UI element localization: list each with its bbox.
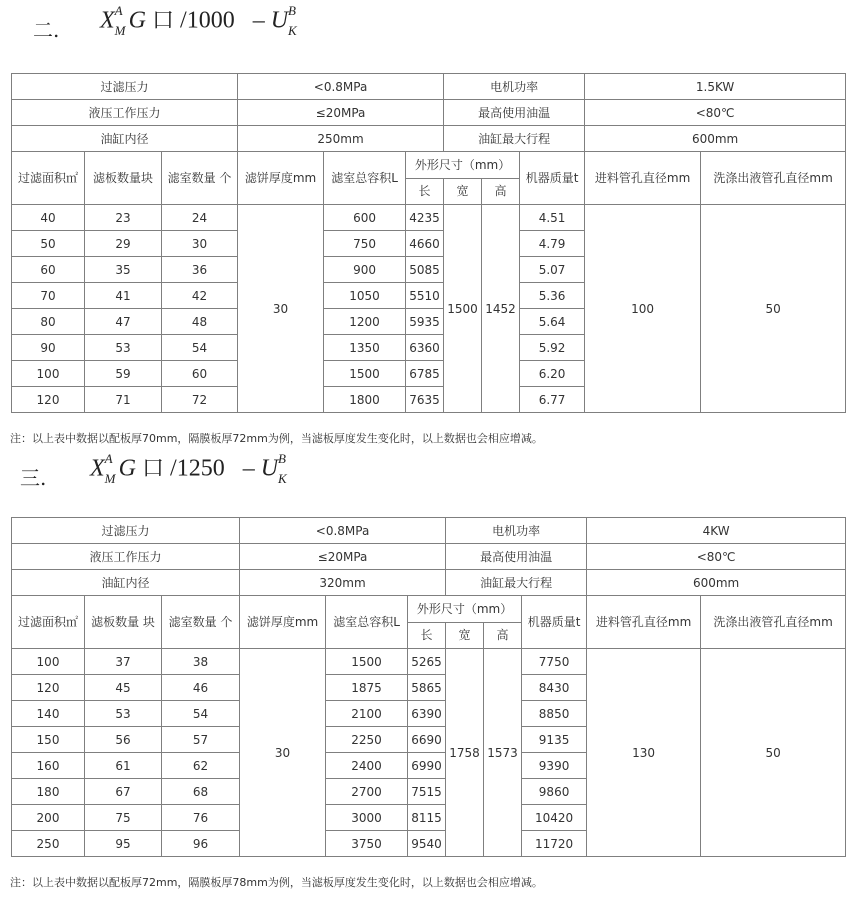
cell-chambers: 60 — [162, 361, 238, 387]
cell-plates: 41 — [85, 283, 162, 309]
param-value: ≤20MPa — [238, 100, 444, 126]
cell-length: 6990 — [408, 753, 446, 779]
cell-volume: 3750 — [326, 831, 408, 857]
param-row — [12, 544, 846, 570]
param-value: 1.5KW — [585, 74, 846, 100]
col-header: 高 — [482, 178, 520, 205]
cell-plates: 53 — [85, 701, 162, 727]
col-header: 进料管孔直径mm — [585, 152, 701, 205]
cell-area: 100 — [12, 361, 85, 387]
col-header: 滤板数量 块 — [85, 596, 162, 649]
cell-mass: 8850 — [522, 701, 587, 727]
cell-volume: 900 — [324, 257, 406, 283]
section-heading — [0, 0, 856, 48]
param-label: 过滤压力 — [12, 518, 240, 544]
col-header-dims: 外形尺寸（mm） — [408, 596, 522, 623]
col-header: 进料管孔直径mm — [587, 596, 701, 649]
col-header: 机器质量t — [520, 152, 585, 205]
cell-height: 1452 — [482, 205, 520, 413]
cell-volume: 1500 — [324, 361, 406, 387]
cell-area: 160 — [12, 753, 85, 779]
cell-length: 6690 — [408, 727, 446, 753]
cell-volume: 600 — [324, 205, 406, 231]
param-label: 油缸内径 — [12, 126, 238, 152]
param-label: 油缸最大行程 — [444, 126, 585, 152]
cell-mass: 5.64 — [520, 309, 585, 335]
cell-length: 5935 — [406, 309, 444, 335]
param-value: 320mm — [240, 570, 446, 596]
cell-plates: 47 — [85, 309, 162, 335]
cell-area: 80 — [12, 309, 85, 335]
param-row — [12, 570, 846, 596]
cell-wash: 50 — [701, 649, 846, 857]
cell-volume: 2100 — [326, 701, 408, 727]
col-header: 过滤面积㎡ — [12, 596, 85, 649]
cell-chambers: 96 — [162, 831, 240, 857]
cell-chambers: 68 — [162, 779, 240, 805]
col-header: 滤室总容积L — [324, 152, 406, 205]
cell-length: 5265 — [408, 649, 446, 675]
cell-length: 5510 — [406, 283, 444, 309]
param-label: 油缸最大行程 — [446, 570, 587, 596]
cell-mass: 4.79 — [520, 231, 585, 257]
header-row — [12, 596, 846, 623]
cell-plates: 53 — [85, 335, 162, 361]
cell-plates: 29 — [85, 231, 162, 257]
param-label: 最高使用油温 — [444, 100, 585, 126]
cell-area: 120 — [12, 675, 85, 701]
cell-plates: 61 — [85, 753, 162, 779]
cell-width: 1500 — [444, 205, 482, 413]
cell-length: 6360 — [406, 335, 444, 361]
param-row — [12, 74, 846, 100]
cell-length: 4660 — [406, 231, 444, 257]
cell-area: 250 — [12, 831, 85, 857]
cell-volume: 2700 — [326, 779, 408, 805]
cell-chambers: 48 — [162, 309, 238, 335]
col-header: 宽 — [446, 622, 484, 649]
col-header-dims: 外形尺寸（mm） — [406, 152, 520, 179]
cell-volume: 1800 — [324, 387, 406, 413]
cell-volume: 1200 — [324, 309, 406, 335]
cell-area: 60 — [12, 257, 85, 283]
col-header: 洗涤出液管孔直径mm — [701, 152, 846, 205]
col-header: 高 — [484, 622, 522, 649]
param-value: <80℃ — [585, 100, 846, 126]
cell-mass: 10420 — [522, 805, 587, 831]
cell-plates: 95 — [85, 831, 162, 857]
col-header: 洗涤出液管孔直径mm — [701, 596, 846, 649]
table-note: 注：以上表中数据以配板厚72mm，隔膜板厚78mm为例，当滤板厚度发生变化时，以上数据也会相应增减。 — [10, 876, 543, 889]
cell-length: 8115 — [408, 805, 446, 831]
table-row — [12, 649, 846, 675]
cell-volume: 750 — [324, 231, 406, 257]
section-heading — [0, 446, 856, 494]
table-note: 注：以上表中数据以配板厚70mm，隔膜板厚72mm为例，当滤板厚度发生变化时，以上数据也会相应增减。 — [10, 432, 543, 445]
cell-plates: 37 — [85, 649, 162, 675]
cell-volume: 1500 — [326, 649, 408, 675]
table-row — [12, 205, 846, 231]
spec-table — [11, 73, 846, 413]
cell-mass: 8430 — [522, 675, 587, 701]
cell-volume: 2400 — [326, 753, 408, 779]
param-label: 液压工作压力 — [12, 544, 240, 570]
cell-chambers: 76 — [162, 805, 240, 831]
col-header: 滤室数量 个 — [162, 152, 238, 205]
param-label: 最高使用油温 — [446, 544, 587, 570]
cell-chambers: 38 — [162, 649, 240, 675]
cell-area: 90 — [12, 335, 85, 361]
cell-volume: 1350 — [324, 335, 406, 361]
col-header: 长 — [408, 622, 446, 649]
col-header: 过滤面积㎡ — [12, 152, 85, 205]
cell-plates: 23 — [85, 205, 162, 231]
param-row — [12, 518, 846, 544]
cell-chambers: 54 — [162, 701, 240, 727]
cell-cake: 30 — [238, 205, 324, 413]
cell-length: 4235 — [406, 205, 444, 231]
col-header: 滤室数量 个 — [162, 596, 240, 649]
param-label: 电机功率 — [444, 74, 585, 100]
col-header: 宽 — [444, 178, 482, 205]
cell-area: 120 — [12, 387, 85, 413]
cell-chambers: 46 — [162, 675, 240, 701]
cell-mass: 6.77 — [520, 387, 585, 413]
cell-chambers: 57 — [162, 727, 240, 753]
cell-area: 200 — [12, 805, 85, 831]
cell-area: 70 — [12, 283, 85, 309]
param-value: 4KW — [587, 518, 846, 544]
param-value: <0.8MPa — [240, 518, 446, 544]
cell-length: 9540 — [408, 831, 446, 857]
cell-chambers: 24 — [162, 205, 238, 231]
cell-plates: 67 — [85, 779, 162, 805]
cell-area: 150 — [12, 727, 85, 753]
cell-chambers: 36 — [162, 257, 238, 283]
param-label: 油缸内径 — [12, 570, 240, 596]
cell-width: 1758 — [446, 649, 484, 857]
cell-length: 5085 — [406, 257, 444, 283]
cell-plates: 35 — [85, 257, 162, 283]
param-value: 250mm — [238, 126, 444, 152]
cell-mass: 5.92 — [520, 335, 585, 361]
cell-volume: 1875 — [326, 675, 408, 701]
model-formula: X A M G 口 /1250 – U B K — [90, 451, 287, 486]
cell-area: 50 — [12, 231, 85, 257]
cell-length: 7515 — [408, 779, 446, 805]
param-label: 液压工作压力 — [12, 100, 238, 126]
param-value: ≤20MPa — [240, 544, 446, 570]
model-formula: X A M G 口 /1000 – U B K — [100, 3, 297, 38]
param-value: 600mm — [587, 570, 846, 596]
cell-length: 6390 — [408, 701, 446, 727]
cell-length: 5865 — [408, 675, 446, 701]
section-number: 三. — [20, 466, 47, 490]
cell-mass: 11720 — [522, 831, 587, 857]
cell-mass: 5.07 — [520, 257, 585, 283]
cell-plates: 59 — [85, 361, 162, 387]
cell-mass: 7750 — [522, 649, 587, 675]
cell-volume: 3000 — [326, 805, 408, 831]
param-row — [12, 100, 846, 126]
col-header: 滤板数量块 — [85, 152, 162, 205]
param-value: <0.8MPa — [238, 74, 444, 100]
cell-chambers: 54 — [162, 335, 238, 361]
cell-length: 7635 — [406, 387, 444, 413]
cell-plates: 71 — [85, 387, 162, 413]
param-row — [12, 126, 846, 152]
param-value: 600mm — [585, 126, 846, 152]
section-number: 二. — [33, 18, 60, 42]
cell-mass: 6.20 — [520, 361, 585, 387]
cell-feed: 100 — [585, 205, 701, 413]
cell-volume: 2250 — [326, 727, 408, 753]
spec-table — [11, 517, 846, 857]
cell-feed: 130 — [587, 649, 701, 857]
param-label: 过滤压力 — [12, 74, 238, 100]
cell-plates: 56 — [85, 727, 162, 753]
cell-mass: 9390 — [522, 753, 587, 779]
cell-chambers: 62 — [162, 753, 240, 779]
col-header: 长 — [406, 178, 444, 205]
header-row — [12, 152, 846, 179]
cell-volume: 1050 — [324, 283, 406, 309]
cell-plates: 45 — [85, 675, 162, 701]
cell-mass: 5.36 — [520, 283, 585, 309]
cell-wash: 50 — [701, 205, 846, 413]
cell-chambers: 30 — [162, 231, 238, 257]
cell-length: 6785 — [406, 361, 444, 387]
cell-chambers: 72 — [162, 387, 238, 413]
cell-mass: 4.51 — [520, 205, 585, 231]
cell-plates: 75 — [85, 805, 162, 831]
cell-cake: 30 — [240, 649, 326, 857]
col-header: 滤饼厚度mm — [238, 152, 324, 205]
cell-area: 40 — [12, 205, 85, 231]
col-header: 滤饼厚度mm — [240, 596, 326, 649]
col-header: 滤室总容积L — [326, 596, 408, 649]
cell-area: 100 — [12, 649, 85, 675]
col-header: 机器质量t — [522, 596, 587, 649]
param-value: <80℃ — [587, 544, 846, 570]
param-label: 电机功率 — [446, 518, 587, 544]
cell-mass: 9860 — [522, 779, 587, 805]
cell-height: 1573 — [484, 649, 522, 857]
cell-chambers: 42 — [162, 283, 238, 309]
cell-area: 140 — [12, 701, 85, 727]
cell-mass: 9135 — [522, 727, 587, 753]
cell-area: 180 — [12, 779, 85, 805]
